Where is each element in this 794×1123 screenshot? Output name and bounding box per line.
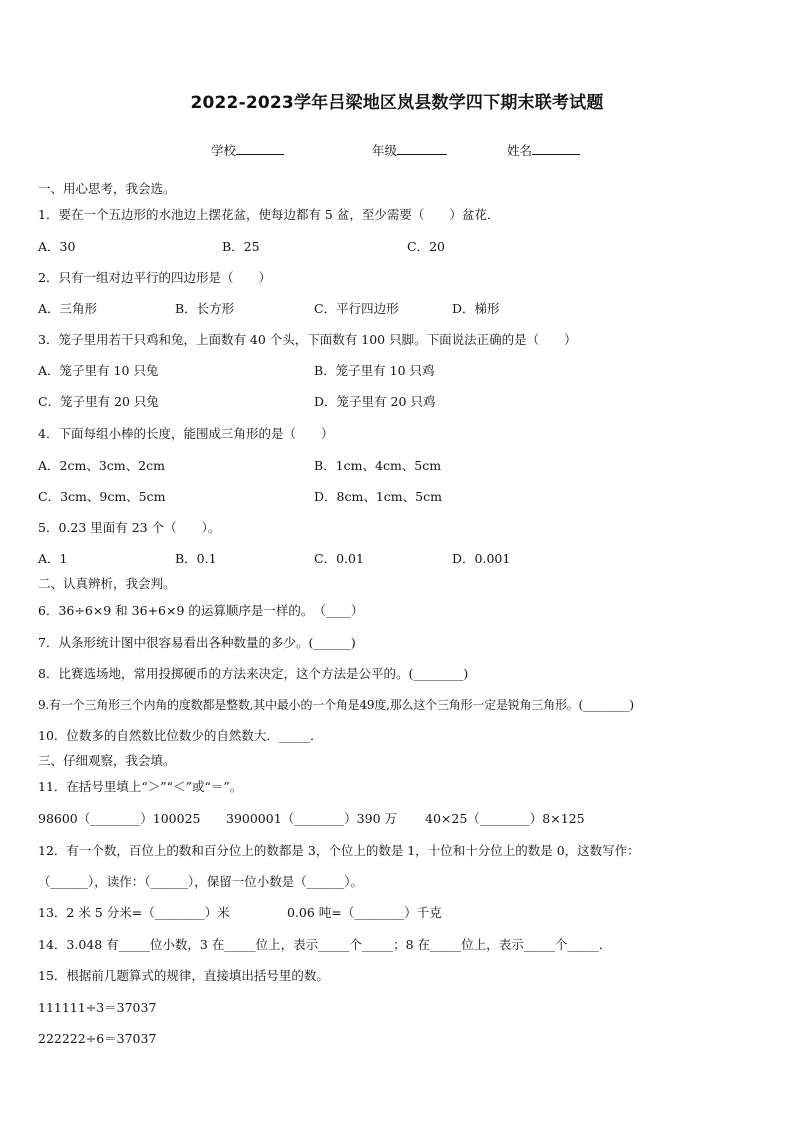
question-3-option-a: A．笼子里有 10 只兔 bbox=[38, 363, 159, 378]
question-4-option-c: C．3cm、9cm、5cm bbox=[38, 489, 166, 504]
question-1-option-c: C．20 bbox=[407, 239, 445, 254]
section-heading-2: 二、认真辨析，我会判。 bbox=[38, 576, 176, 591]
section-heading-1: 一、用心思考，我会选。 bbox=[38, 181, 176, 196]
question-14: 14．3.048 有_____位小数，3 在_____位上，表示_____个_____；8 在_____位上，表示_____个_____． bbox=[38, 937, 612, 952]
question-13-part-2: 0.06 吨=（________）千克 bbox=[287, 905, 442, 920]
school-field bbox=[211, 141, 284, 159]
question-3-option-c: C．笼子里有 20 只兔 bbox=[38, 394, 159, 409]
question-4-option-b: B．1cm、4cm、5cm bbox=[314, 458, 442, 473]
name-blank bbox=[532, 141, 580, 155]
question-9: 9.有一个三角形三个内角的度数都是整数,其中最小的一个角是49度,那么这个三角形一定是锐角三角形。(________) bbox=[38, 698, 634, 712]
section-heading-3: 三、仔细观察，我会填。 bbox=[38, 753, 176, 768]
name-label: 姓名 bbox=[507, 143, 533, 158]
school-label: 学校 bbox=[211, 143, 237, 158]
page-title: 2022-2023学年吕梁地区岚县数学四下期末联考试题 bbox=[190, 93, 604, 113]
question-10: 10．位数多的自然数比位数少的自然数大．_____． bbox=[38, 728, 323, 743]
question-5-option-b: B．0.1 bbox=[175, 551, 217, 566]
question-15-equation-2: 222222÷6＝37037 bbox=[38, 1031, 157, 1046]
question-2-stem: 2．只有一组对边平行的四边形是（ ） bbox=[38, 270, 271, 285]
question-12-line-2: （______），读作：（______），保留一位小数是（______）。 bbox=[38, 874, 364, 889]
question-11-stem: 11．在括号里填上“＞”“＜”或“＝”。 bbox=[38, 779, 243, 794]
question-4-option-d: D．8cm、1cm、5cm bbox=[314, 489, 442, 504]
question-3-option-b: B．笼子里有 10 只鸡 bbox=[314, 363, 435, 378]
question-13-part-1: 13．2 米 5 分米=（________）米 bbox=[38, 905, 230, 920]
question-5-option-a: A．1 bbox=[38, 551, 68, 566]
question-11-part-3: 40×25（________）8×125 bbox=[425, 811, 585, 826]
question-5-stem: 5．0.23 里面有 23 个（ ）。 bbox=[38, 520, 221, 535]
question-15-stem: 15．根据前几题算式的规律，直接填出括号里的数。 bbox=[38, 968, 329, 983]
question-4-option-a: A．2cm、3cm、2cm bbox=[38, 458, 165, 473]
question-11-part-1: 98600（________）100025 bbox=[38, 811, 201, 826]
question-4-stem: 4．下面每组小棒的长度，能围成三角形的是（ ） bbox=[38, 426, 334, 441]
question-12-stem: 12．有一个数，百位上的数和百分位上的数都是 3，个位上的数是 1，十位和十分位上的数是 0，这数写作： bbox=[38, 843, 640, 858]
question-7: 7．从条形统计图中很容易看出各种数量的多少。(______) bbox=[38, 635, 356, 650]
question-3-stem: 3．笼子里用若干只鸡和兔，上面数有 40 个头，下面数有 100 只脚。下面说法正确的是（ ） bbox=[38, 332, 577, 347]
question-11-part-2: 3900001（________）390 万 bbox=[226, 811, 398, 826]
grade-field bbox=[372, 141, 447, 159]
question-2-option-b: B．长方形 bbox=[175, 301, 235, 316]
question-2-option-a: A．三角形 bbox=[38, 301, 98, 316]
question-2-option-d: D．梯形 bbox=[452, 301, 500, 316]
question-6: 6．36÷6×9 和 36+6×9 的运算顺序是一样的。 （____） bbox=[38, 603, 364, 618]
name-field bbox=[507, 141, 580, 159]
grade-label: 年级 bbox=[372, 143, 398, 158]
question-5-option-c: C．0.01 bbox=[314, 551, 364, 566]
question-1-option-a: A．30 bbox=[38, 239, 76, 254]
question-1-stem: 1．要在一个五边形的水池边上摆花盆，使每边都有 5 盆，至少需要（ ）盆花． bbox=[38, 207, 500, 222]
question-2-option-c: C．平行四边形 bbox=[314, 301, 399, 316]
question-8: 8．比赛选场地，常用投掷硬币的方法来决定，这个方法是公平的。(________) bbox=[38, 666, 469, 681]
question-1-option-b: B．25 bbox=[222, 239, 260, 254]
school-blank bbox=[236, 141, 284, 155]
grade-blank bbox=[397, 141, 447, 155]
question-5-option-d: D．0.001 bbox=[452, 551, 511, 566]
question-15-equation-1: 111111÷3＝37037 bbox=[38, 1000, 157, 1015]
question-3-option-d: D．笼子里有 20 只鸡 bbox=[314, 394, 436, 409]
